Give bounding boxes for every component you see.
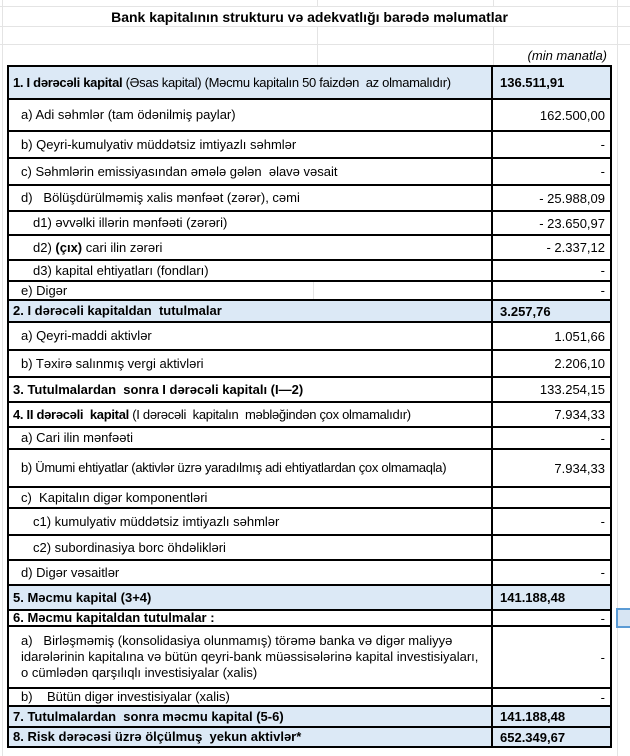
row-other-capital-components [0,488,630,509]
row-label: b) Ümumi ehtiyatlar (aktivlər üzrə yaradılmış adi ehtiyatlardan çox olmamaqla) [21,460,447,476]
gutter-cell [0,627,7,689]
row-label: 5. Məcmu kapital (3+4) [13,589,152,605]
row-value [491,488,610,507]
strip-cell [612,561,630,586]
row-value: - [491,132,610,157]
row-intangible-assets [0,323,630,351]
row-value: - [491,261,610,280]
row-label: 3. Tutulmalardan sonra I dərəcəli kapitalı (I—2) [13,381,304,397]
row-label: b) Qeyri-kumulyativ müddətsiz imtiyazlı səhmlər [21,136,297,152]
row-label: 4. II dərəcəli kapital (I dərəcəli kapitalın məbləğindən çox olmamalıdır) [13,406,411,422]
gutter-cell [0,509,7,536]
row-value: 141.188,48 [491,586,610,609]
gutter-cell [0,728,7,748]
row-label: d1) əvvəlki illərin mənfəəti (zərəri) [33,215,228,231]
row-value: 7.934,33 [491,450,610,486]
row-label: 2. I dərəcəli kapitaldan tutulmalar [13,303,222,319]
gutter-cell [0,100,7,132]
gutter-cell [0,186,7,212]
row-ordinary-shares [0,100,630,132]
gutter-cell [0,403,7,428]
row-total-capital-deductions [0,611,630,627]
strip-cell [612,261,630,282]
row-label: d3) kapital ehtiyatları (fondları) [33,262,209,278]
strip-cell [612,428,630,450]
row-label: a) Birləşməmiş (konsolidasiya olunmamış) törəmə banka və digər maliyyə idarələrinin kapitalına və bütün qeyri-bank müəssisələrinə kapital investisiyaları, o cümlədən qarşılıqlı investisiyalar (xalis) [21,633,483,680]
row-current-year-profit [0,428,630,450]
strip-cell [612,27,630,45]
gutter-cell [0,132,7,159]
row-value: - [491,159,610,184]
row-value: - [491,561,610,584]
empty-cell [493,27,612,44]
row-deferred-tax-assets [0,351,630,378]
row-cumulative-preferred-shares [0,509,630,536]
row-total-capital [0,586,630,611]
gutter-cell [0,488,7,509]
row-label: c) Kapitalın digər komponentləri [21,489,208,505]
empty-cell [493,748,612,756]
row-value: - 2.337,12 [491,236,610,259]
row-tier2-capital [0,403,630,428]
row-label: c) Səhmlərin emissiyasından əmələ gələn əlavə vəsait [21,163,338,179]
row-tier1-after-deductions [0,378,630,403]
row-other-funds [0,561,630,586]
row-label: d2) (çıx) cari ilin zərəri [33,239,163,255]
row-retained-earnings-total [0,186,630,212]
gutter-cell [0,212,7,236]
strip-cell [612,627,630,689]
unit-row [0,45,630,65]
gutter-cell [0,351,7,378]
gutter-cell [0,301,7,323]
strip-cell [612,159,630,186]
strip-cell [612,186,630,212]
strip-cell [612,45,630,65]
strip-cell [612,450,630,488]
gutter-cell [0,428,7,450]
empty-row [0,27,630,45]
row-label: d) Bölüşdürülməmiş xalis mənfəət (zərər), cəmi [21,190,300,206]
row-total-capital-after-deductions [0,707,630,728]
empty-cell [7,45,493,65]
gutter-cell [0,261,7,282]
row-general-reserves [0,450,630,488]
row-label: c2) subordinasiya borc öhdəlikləri [33,539,226,555]
gutter-cell [0,378,7,403]
row-value: 652.349,67 [491,728,610,746]
empty-cell [493,0,612,6]
gutter-cell [0,65,7,100]
row-label: 1. I dərəcəli kapital (Əsas kapital) (Məcmu kapitalın 50 faizdən az olmamalıdır) [13,74,451,90]
page-title: Bank kapitalının strukturu və adekvatlığı barədə məlumatlar [111,8,508,25]
gutter-cell [0,236,7,261]
strip-cell [612,488,630,509]
row-subordinated-debt [0,536,630,561]
strip-cell [612,378,630,403]
gutter-cell [0,159,7,186]
strip-cell [612,282,630,301]
strip-cell [612,323,630,351]
selected-cell[interactable] [616,608,630,628]
row-label: b) Təxirə salınmış vergi aktivləri [21,355,204,371]
strip-cell [612,65,630,100]
row-value: - 25.988,09 [491,186,610,210]
strip-cell [612,236,630,261]
strip-cell [612,728,630,748]
gutter-cell [0,561,7,586]
row-value [491,536,610,559]
gutter-cell [0,586,7,611]
row-value: 3.257,76 [491,301,610,321]
strip-cell [612,536,630,561]
empty-cell [7,748,493,756]
empty-cell [7,27,493,44]
row-current-year-loss [0,236,630,261]
row-value: 133.254,15 [491,378,610,401]
row-label: c1) kumulyativ müddətsiz imtiyazlı səhmlər [33,513,280,529]
row-capital-reserves [0,261,630,282]
title-row [0,7,630,27]
row-label: 8. Risk dərəcəsi üzrə ölçülmuş yekun aktivlər* [13,729,302,745]
row-value: - [491,627,610,687]
row-value: - [491,428,610,448]
gutter-cell [0,536,7,561]
strip-cell [612,689,630,707]
strip-cell [612,403,630,428]
row-investments-unconsolidated [0,627,630,689]
gutter-cell [0,0,7,7]
spacer-row [0,0,630,7]
unit-note: (min manatla) [493,45,612,65]
row-value: - [491,282,610,299]
strip-cell [612,100,630,132]
gutter-cell [0,748,7,756]
strip-cell [612,7,630,27]
strip-cell [612,351,630,378]
row-label: 6. Məcmu kapitaldan tutulmalar : [13,610,215,626]
row-tier1-capital [0,65,630,100]
strip-cell [612,509,630,536]
row-label: a) Cari ilin mənfəəti [21,430,133,446]
row-label: a) Qeyri-maddi aktivlər [21,328,152,344]
row-value: - [491,611,610,625]
gutter-cell [0,689,7,707]
gutter-cell [0,282,7,301]
row-other [0,282,630,301]
empty-cell [7,0,493,6]
row-prior-years-profit [0,212,630,236]
row-value: 2.206,10 [491,351,610,376]
row-label: b) Bütün digər investisiyalar (xalis) [21,689,230,705]
row-value: 141.188,48 [491,707,610,726]
row-value: 136.511,91 [491,67,610,98]
row-value: - [491,689,610,705]
bottom-spacer-row [0,748,630,756]
gutter-cell [0,323,7,351]
row-value: - 23.650,97 [491,212,610,234]
strip-cell [612,301,630,323]
row-noncumulative-preferred-shares [0,132,630,159]
row-risk-weighted-assets [0,728,630,748]
row-share-emission-surplus [0,159,630,186]
row-value: - [491,509,610,534]
strip-cell [612,707,630,728]
row-label: e) Digər [9,282,491,299]
strip-cell [612,748,630,756]
row-label: a) Adi səhmlər (tam ödənilmiş paylar) [21,107,236,123]
row-value: 1.051,66 [491,323,610,349]
row-tier1-deductions [0,301,630,323]
row-value: 162.500,00 [491,100,610,130]
gutter-cell [0,45,7,65]
gutter-cell [0,611,7,627]
row-label: 7. Tutulmalardan sonra məcmu kapital (5-6) [13,708,284,724]
strip-cell [612,212,630,236]
row-label: d) Digər vəsaitlər [21,564,120,580]
strip-cell [612,0,630,7]
gutter-cell [0,7,7,27]
row-value: 7.934,33 [491,403,610,426]
gutter-cell [0,707,7,728]
gutter-cell [0,450,7,488]
row-all-other-investments [0,689,630,707]
strip-cell [612,132,630,159]
gutter-cell [0,27,7,45]
